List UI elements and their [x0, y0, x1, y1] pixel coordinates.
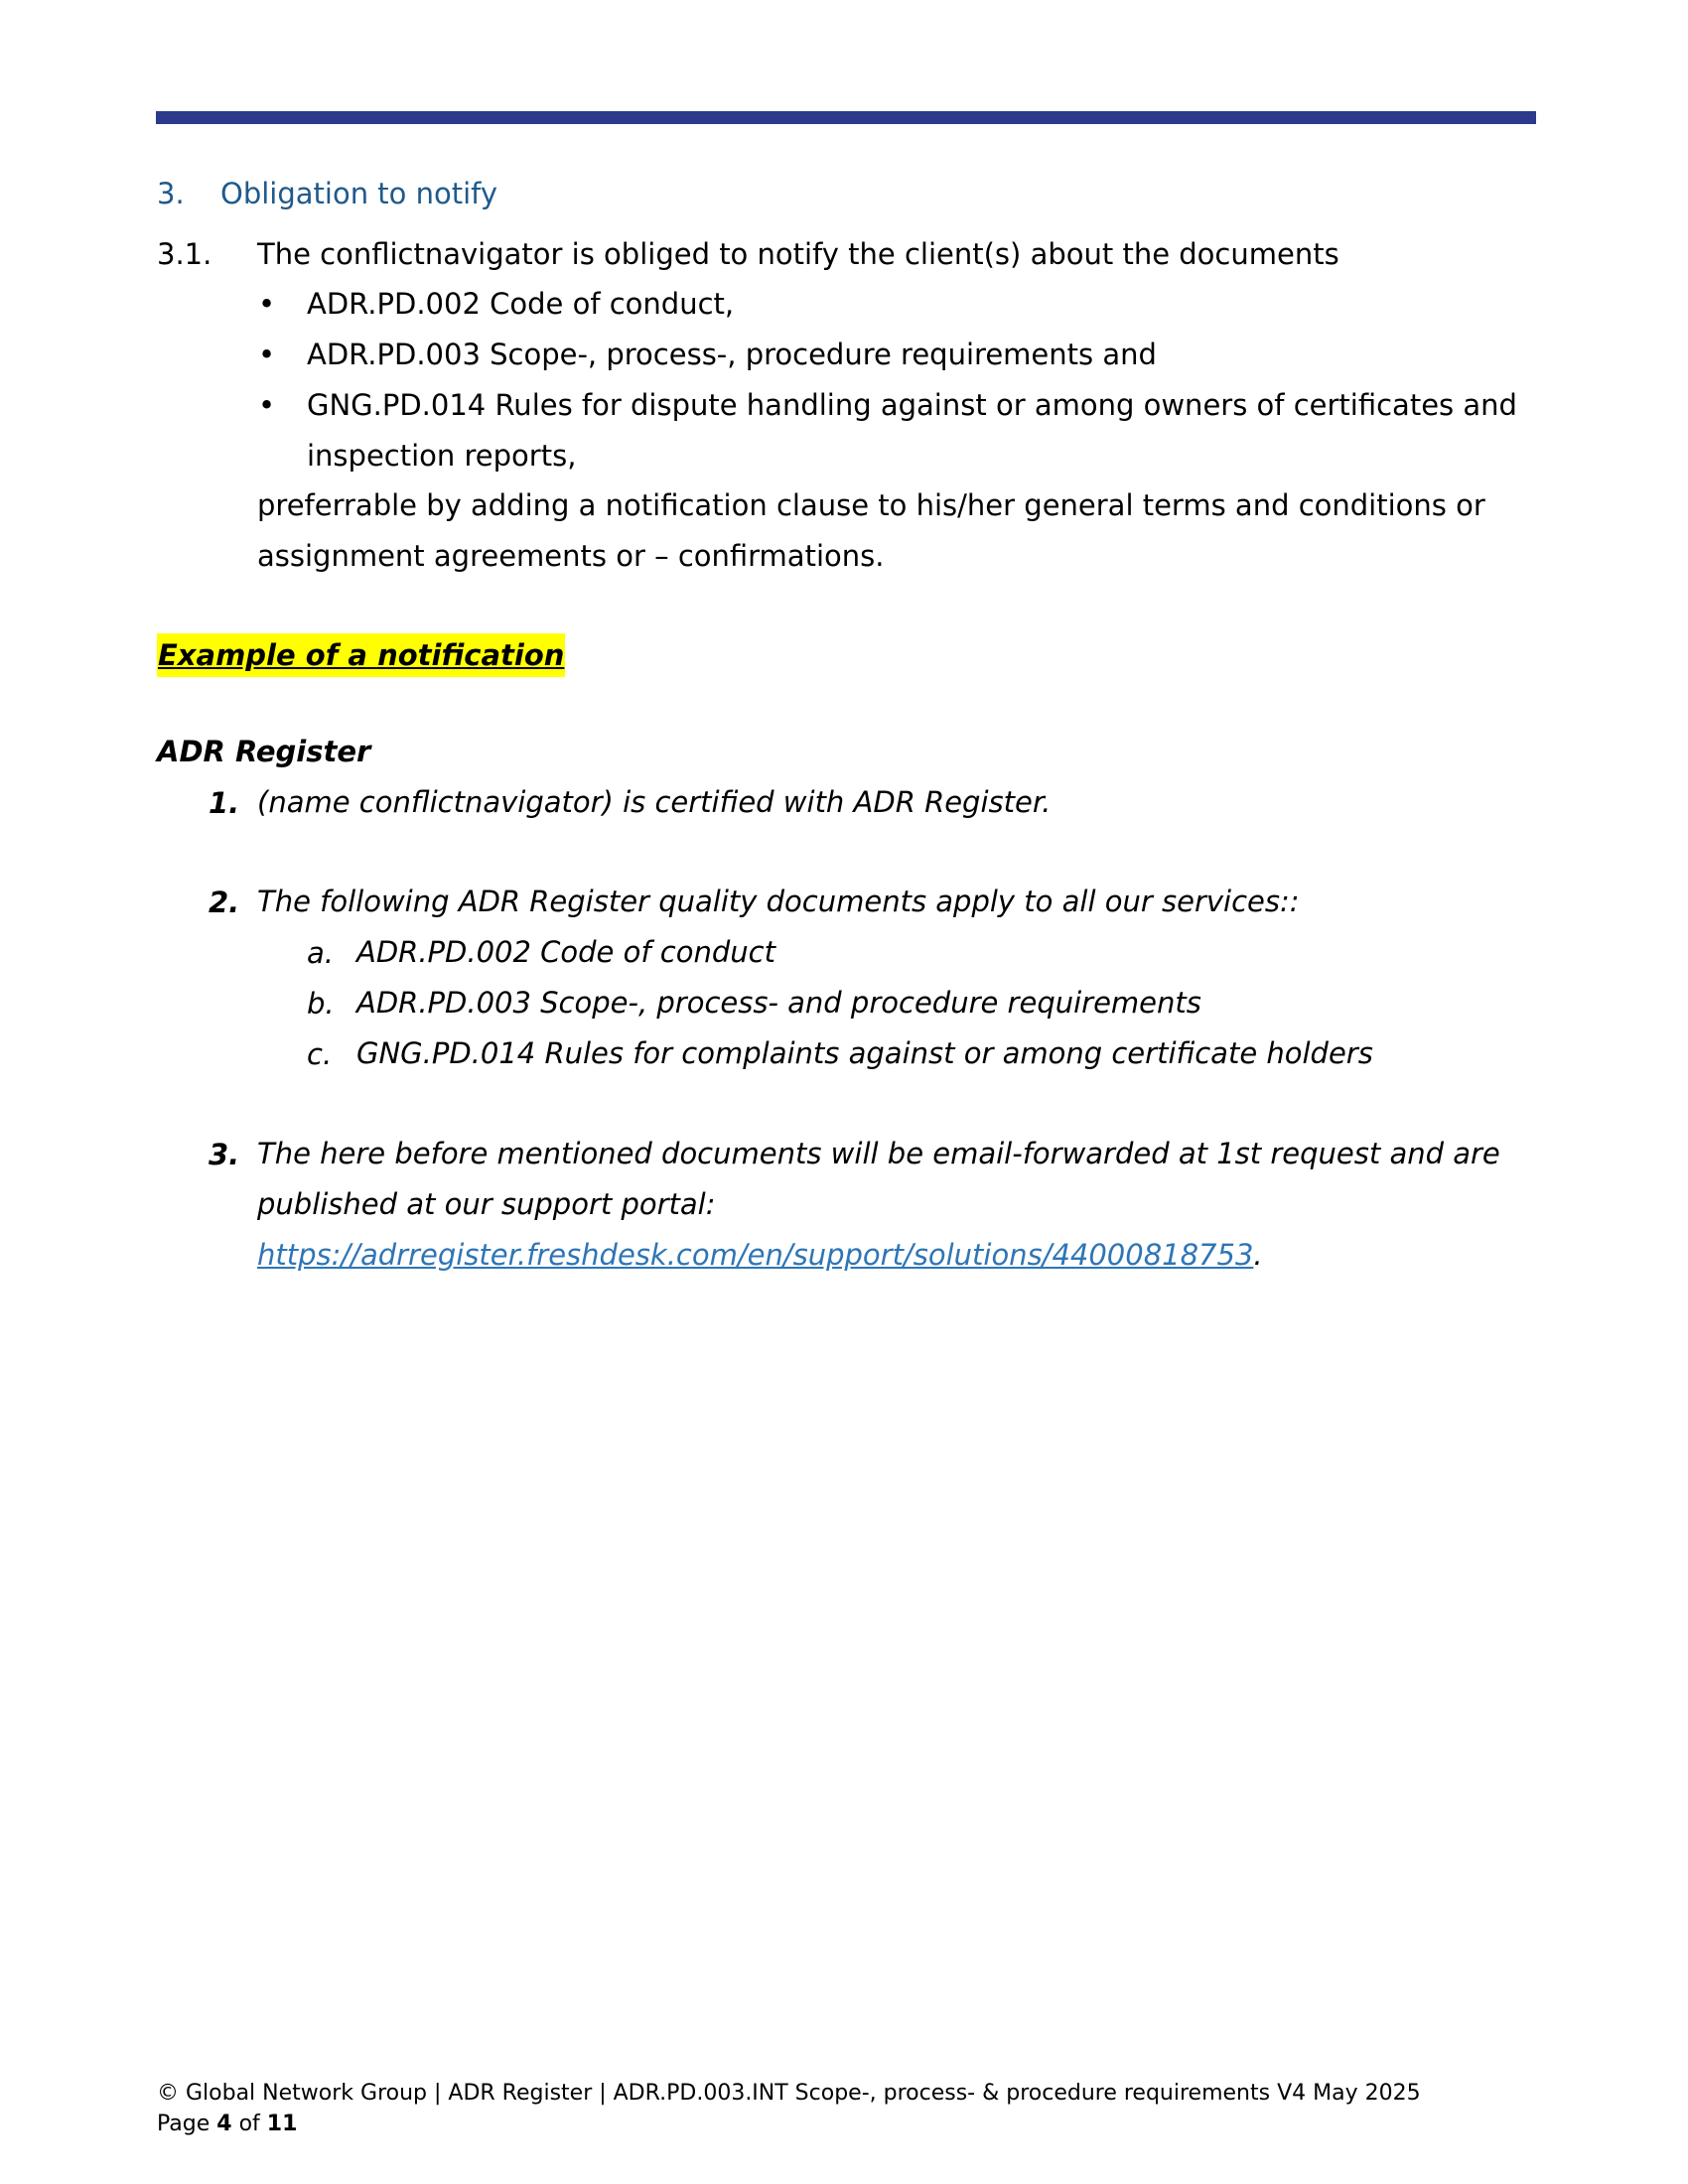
header-rule [156, 111, 1536, 124]
example-item-text: (name conflictnavigator) is certified with ADR Register. [257, 785, 1052, 819]
example-item-text: The following ADR Register quality documents apply to all our services:: [257, 885, 1300, 918]
list-item: • GNG.PD.014 Rules for dispute handling against or among owners of certificates and [256, 380, 1517, 431]
support-portal-link[interactable]: https://adrregister.freshdesk.com/en/support/solutions/44000818753 [257, 1238, 1254, 1272]
document-bullet-list [256, 279, 1517, 481]
clause-closing: preferrable by adding a notification clause to his/her general terms and conditions or assignment agreements or – confirmations. [257, 488, 1485, 573]
section-title: Obligation to notify [220, 177, 498, 210]
bullet-icon: • [258, 388, 276, 422]
section-heading [157, 177, 497, 210]
example-item-number: 1. [209, 786, 240, 820]
sub-item-letter: c. [307, 1037, 333, 1071]
section-number: 3. [157, 177, 185, 210]
list-item: • ADR.PD.002 Code of conduct, [256, 279, 1517, 330]
page-number: Page 4 of 11 [157, 2112, 298, 2136]
sub-item-letter: a. [307, 936, 334, 970]
sub-item-text: GNG.PD.014 Rules for complaints against or among certificate holders [356, 1036, 1373, 1070]
footer-copyright: © Global Network Group | ADR Register | ADR.PD.003.INT Scope-, process- & procedure requirements V4 May 2025 [157, 2081, 1421, 2106]
example-item-number: 2. [209, 886, 240, 919]
example-title: Example of a notification [157, 633, 565, 677]
clause-number: 3.1. [157, 237, 212, 271]
list-item-continuation: inspection reports, [307, 439, 577, 473]
sub-item-text: ADR.PD.002 Code of conduct [356, 935, 775, 969]
list-item: • ADR.PD.003 Scope-, process-, procedure requirements and [256, 330, 1517, 380]
example-item-text: The here before mentioned documents will be email-forwarded at 1st request and are published at our support portal: https://adrregister.freshdesk.com/en/support/solutions/44000818753. [257, 1137, 1500, 1272]
clause-intro-text: The conflictnavigator is obliged to notify the client(s) about the documents [257, 237, 1339, 271]
page-footer [157, 2078, 1421, 2139]
example-item-number: 3. [209, 1138, 240, 1171]
bullet-icon: • [258, 338, 276, 371]
clause-intro [157, 229, 1339, 280]
sub-item-letter: b. [307, 987, 335, 1021]
sub-item-text: ADR.PD.003 Scope-, process- and procedure requirements [356, 986, 1201, 1020]
example-subtitle: ADR Register [157, 735, 371, 768]
bullet-icon: • [258, 287, 276, 321]
